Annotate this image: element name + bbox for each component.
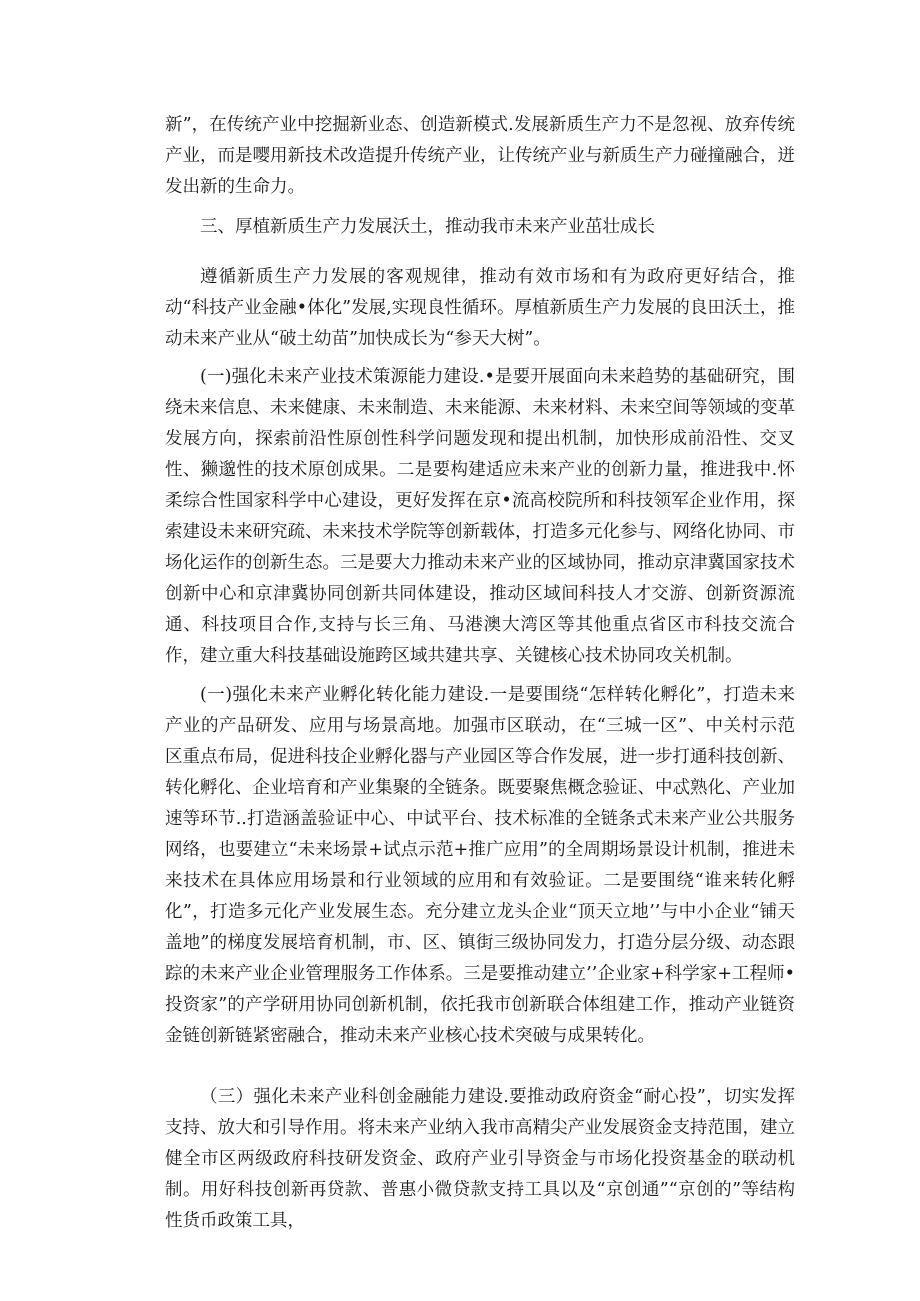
paragraph-intro: 遵循新质生产力发展的客观规律，推动有效市场和有为政府更好结合，推动“科技产业金融•体化”发展,实现良性循环。厚植新质生产力发展的良田沃土，推动未来产业从“破土幼苗”加快成长为“参天大树”。 xyxy=(165,267,795,349)
section-heading: 三、厚植新质生产力发展沃土，推动我市未来产业茁壮成长 xyxy=(200,217,655,237)
paragraph-continuation: 新”，在传统产业中挖掘新业态、创造新模式.发展新质生产力不是忽视、放弃传统产业，而是嘤用新技术改造提升传统产业，让传统产业与新质生产力碰撞融合，迸发出新的生命力。 xyxy=(165,115,795,197)
paragraph-item-2: (一)强化未来产业孵化转化能力建设.一是要围绕“怎样转化孵化”，打造未来产业的产品研发、应用与场景高地。加强市区联动，在“三城一区”、中关村示范区重点布局，促进科技企业孵化器与产业园区等合作发展，进一步打通科技创新、转化孵化、企业培育和产业集聚的全链条。既要聚焦概念验证、中忒熟化、产业加速等环节..打造涵盖验证中心、中试平台、技术标准的全链条式未来产业公共服务网络，也要建立“未来场景+试点示范+推广应用”的全周期场景设计机制，推进未来技术在具体应用场景和行业领域的应用和有效验证。二是要围绕“谁来转化孵化”，打造多元化产业发展生态。充分建立龙头企业“顶天立地’’与中小企业“铺天盖地”的梯度发展培育机制，市、区、镇街三级协同发力，打造分层分级、动态跟踪的未来产业企业管理服务工作体系。三是要推动建立’’企业家+科学家+工程师•投资家”的产学研用协同创新机制，依托我市创新联合体组建工作，推动产业链资金链创新链紧密融合，推动未来产业核心技术突破与成果转化。 xyxy=(165,685,795,1046)
paragraph-item-3: （三）强化未来产业科创金融能力建设.要推动政府资金“耐心投”，切实发挥支持、放大和引导作用。将未来产业纳入我市高精尖产业发展资金支持范围，建立健全市区两级政府科技研发资金、政府产业引导资金与市场化投资基金的联动机制。用好科技创新再贷款、普惠小微贷款支持工具以及“京创通”“京创的”等结构性货币政策工具， xyxy=(165,1087,795,1231)
paragraph-item-1: (一)强化未来产业技术策源能力建设.•是要开展面向未来趋势的基础研究，围绕未来信息、未来健康、未来制造、未来能源、未来材料、未来空间等领域的变革发展方向，探索前沿性原创性科学问题发现和提出机制，加快形成前沿性、交叉性、獭邈性的技术原创成果。二是要构建适应未来产业的创新力量，推进我中.怀柔综合性国家科学中心建设，更好发挥在京•流高校院所和科技领军企业作用，探索建设未来研究疏、未来技术学院等创新载体，打造多元化参与、网络化协同、市场化运作的创新生态。三是要大力推动未来产业的区域协同，推动京津冀国家技术创新中心和京津冀协同创新共同体建设，推动区域间科技人才交游、创新资源流通、科技项目合作,支持与长三角、马港澳大湾区等其他重点省区市科技交流合作，建立重大科技基础设施跨区域共建共享、关键核心技术协同攻关机制。 xyxy=(165,367,795,666)
